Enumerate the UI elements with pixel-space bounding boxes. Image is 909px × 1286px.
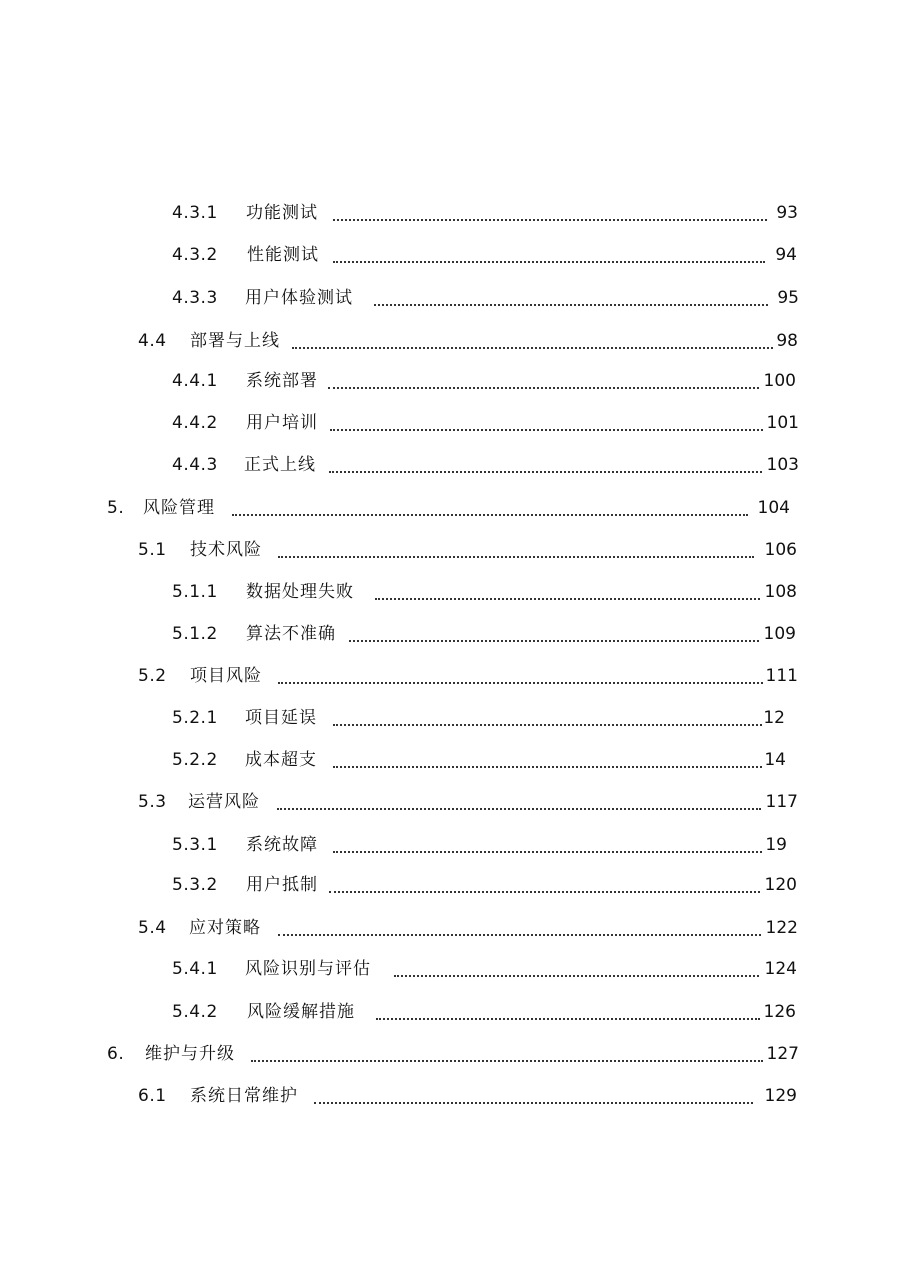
toc-entry-title: 数据处理失败	[246, 582, 354, 602]
toc-entry-number: 6.1	[138, 1086, 167, 1106]
toc-entry-leader	[277, 808, 761, 810]
toc-entry[interactable]	[0, 1039, 909, 1069]
toc-entry-title: 项目延误	[245, 708, 317, 728]
toc-entry-leader	[292, 347, 773, 349]
toc-entry[interactable]	[0, 913, 909, 943]
toc-entry-title: 项目风险	[190, 666, 262, 686]
toc-entry[interactable]	[0, 830, 909, 860]
toc-entry-leader	[333, 851, 762, 853]
toc-entry-leader	[278, 934, 761, 936]
toc-entry-page: 108	[764, 582, 797, 602]
toc-entry-leader	[278, 556, 754, 558]
toc-entry-title: 算法不准确	[246, 624, 336, 644]
toc-entry-leader	[278, 682, 763, 684]
toc-entry-page: 95	[777, 288, 799, 308]
toc-entry-title: 正式上线	[244, 455, 316, 475]
toc-entry-page: 129	[764, 1086, 797, 1106]
toc-entry-page: 94	[775, 245, 797, 265]
toc-entry-leader	[376, 1018, 760, 1020]
toc-entry-number: 5.2.1	[172, 708, 218, 728]
toc-entry-number: 5.3.1	[172, 835, 218, 855]
toc-entry[interactable]	[0, 997, 909, 1027]
toc-entry-page: 104	[757, 498, 790, 518]
toc-entry[interactable]	[0, 450, 909, 480]
toc-entry-title: 用户培训	[246, 413, 318, 433]
toc-entry[interactable]	[0, 619, 909, 649]
toc-entry-number: 5.4.2	[172, 1002, 218, 1022]
toc-entry-number: 4.4.3	[172, 455, 218, 475]
toc-entry-page: 117	[765, 792, 798, 812]
toc-entry-leader	[333, 219, 767, 221]
toc-entry-number: 4.3.1	[172, 203, 218, 223]
toc-entry-number: 5.2	[138, 666, 167, 686]
toc-entry-number: 5.4.1	[172, 959, 218, 979]
toc-entry[interactable]	[0, 493, 909, 523]
toc-entry[interactable]	[0, 366, 909, 396]
toc-entry-number: 5.1	[138, 540, 167, 560]
toc-entry[interactable]	[0, 283, 909, 313]
toc-entry-page: 101	[766, 413, 799, 433]
toc-entry[interactable]	[0, 535, 909, 565]
toc-entry-leader	[251, 1060, 763, 1062]
toc-entry-number: 4.3.3	[172, 288, 218, 308]
toc-entry-leader	[374, 304, 768, 306]
toc-entry-leader	[314, 1102, 753, 1104]
toc-entry-title: 功能测试	[246, 203, 318, 223]
toc-entry[interactable]	[0, 326, 909, 356]
toc-entry[interactable]	[0, 745, 909, 775]
toc-entry-leader	[232, 514, 748, 516]
toc-entry-page: 93	[776, 203, 798, 223]
toc-entry-leader	[329, 891, 760, 893]
toc-entry-number: 6.	[107, 1044, 125, 1064]
toc-entry-page: 127	[766, 1044, 799, 1064]
toc-entry-number: 5.3.2	[172, 875, 218, 895]
toc-entry-number: 5.1.1	[172, 582, 218, 602]
toc-entry-number: 5.3	[138, 792, 167, 812]
toc-entry-number: 4.3.2	[172, 245, 218, 265]
toc-entry-title: 风险管理	[143, 498, 215, 518]
toc-entry[interactable]	[0, 198, 909, 228]
toc-entry-title: 风险缓解措施	[247, 1002, 355, 1022]
toc-entry-leader	[349, 640, 759, 642]
toc-entry-page: 106	[764, 540, 797, 560]
toc-entry[interactable]	[0, 1081, 909, 1111]
toc-entry-title: 用户抵制	[246, 875, 318, 895]
toc-entry-number: 5.2.2	[172, 750, 218, 770]
toc-entry-page: 124	[764, 959, 797, 979]
toc-entry-title: 应对策略	[189, 918, 261, 938]
toc-entry-number: 5.	[107, 498, 125, 518]
toc-entry-title: 性能测试	[247, 245, 319, 265]
toc-entry-leader	[333, 724, 762, 726]
toc-entry-title: 用户体验测试	[245, 288, 353, 308]
toc-entry-leader	[333, 261, 765, 263]
toc-entry-page: 12	[763, 708, 785, 728]
toc-entry[interactable]	[0, 703, 909, 733]
toc-entry[interactable]	[0, 954, 909, 984]
toc-entry[interactable]	[0, 870, 909, 900]
toc-entry-title: 系统部署	[246, 371, 318, 391]
toc-entry-number: 5.4	[138, 918, 167, 938]
toc-entry-title: 成本超支	[245, 750, 317, 770]
toc-entry-page: 109	[763, 624, 796, 644]
toc-entry[interactable]	[0, 240, 909, 270]
toc-entry-title: 技术风险	[190, 540, 262, 560]
toc-entry-leader	[333, 766, 762, 768]
toc-entry-number: 4.4.2	[172, 413, 218, 433]
toc-entry-leader	[329, 471, 762, 473]
toc-entry-leader	[330, 429, 763, 431]
toc-entry-page: 100	[763, 371, 796, 391]
toc-entry-number: 4.4	[138, 331, 167, 351]
toc-entry-page: 122	[765, 918, 798, 938]
toc-entry-title: 系统日常维护	[190, 1086, 298, 1106]
toc-entry-number: 5.1.2	[172, 624, 218, 644]
toc-entry-number: 4.4.1	[172, 371, 218, 391]
toc-entry-title: 风险识别与评估	[245, 959, 371, 979]
toc-entry-page: 14	[764, 750, 786, 770]
toc-entry-title: 运营风险	[188, 792, 260, 812]
toc-entry-title: 维护与升级	[145, 1044, 235, 1064]
toc-entry-title: 部署与上线	[190, 331, 280, 351]
toc-entry-page: 98	[776, 331, 798, 351]
toc-entry-page: 19	[765, 835, 787, 855]
toc-entry-leader	[375, 598, 760, 600]
toc-entry-leader	[328, 387, 759, 389]
toc-entry[interactable]	[0, 787, 909, 817]
toc-entry-page: 111	[765, 666, 798, 686]
toc-entry-page: 120	[764, 875, 797, 895]
toc-entry[interactable]	[0, 661, 909, 691]
toc-entry-title: 系统故障	[246, 835, 318, 855]
toc-entry-page: 103	[766, 455, 799, 475]
toc-entry-page: 126	[763, 1002, 796, 1022]
toc-entry[interactable]	[0, 577, 909, 607]
toc-entry[interactable]	[0, 408, 909, 438]
toc-entry-leader	[394, 975, 759, 977]
